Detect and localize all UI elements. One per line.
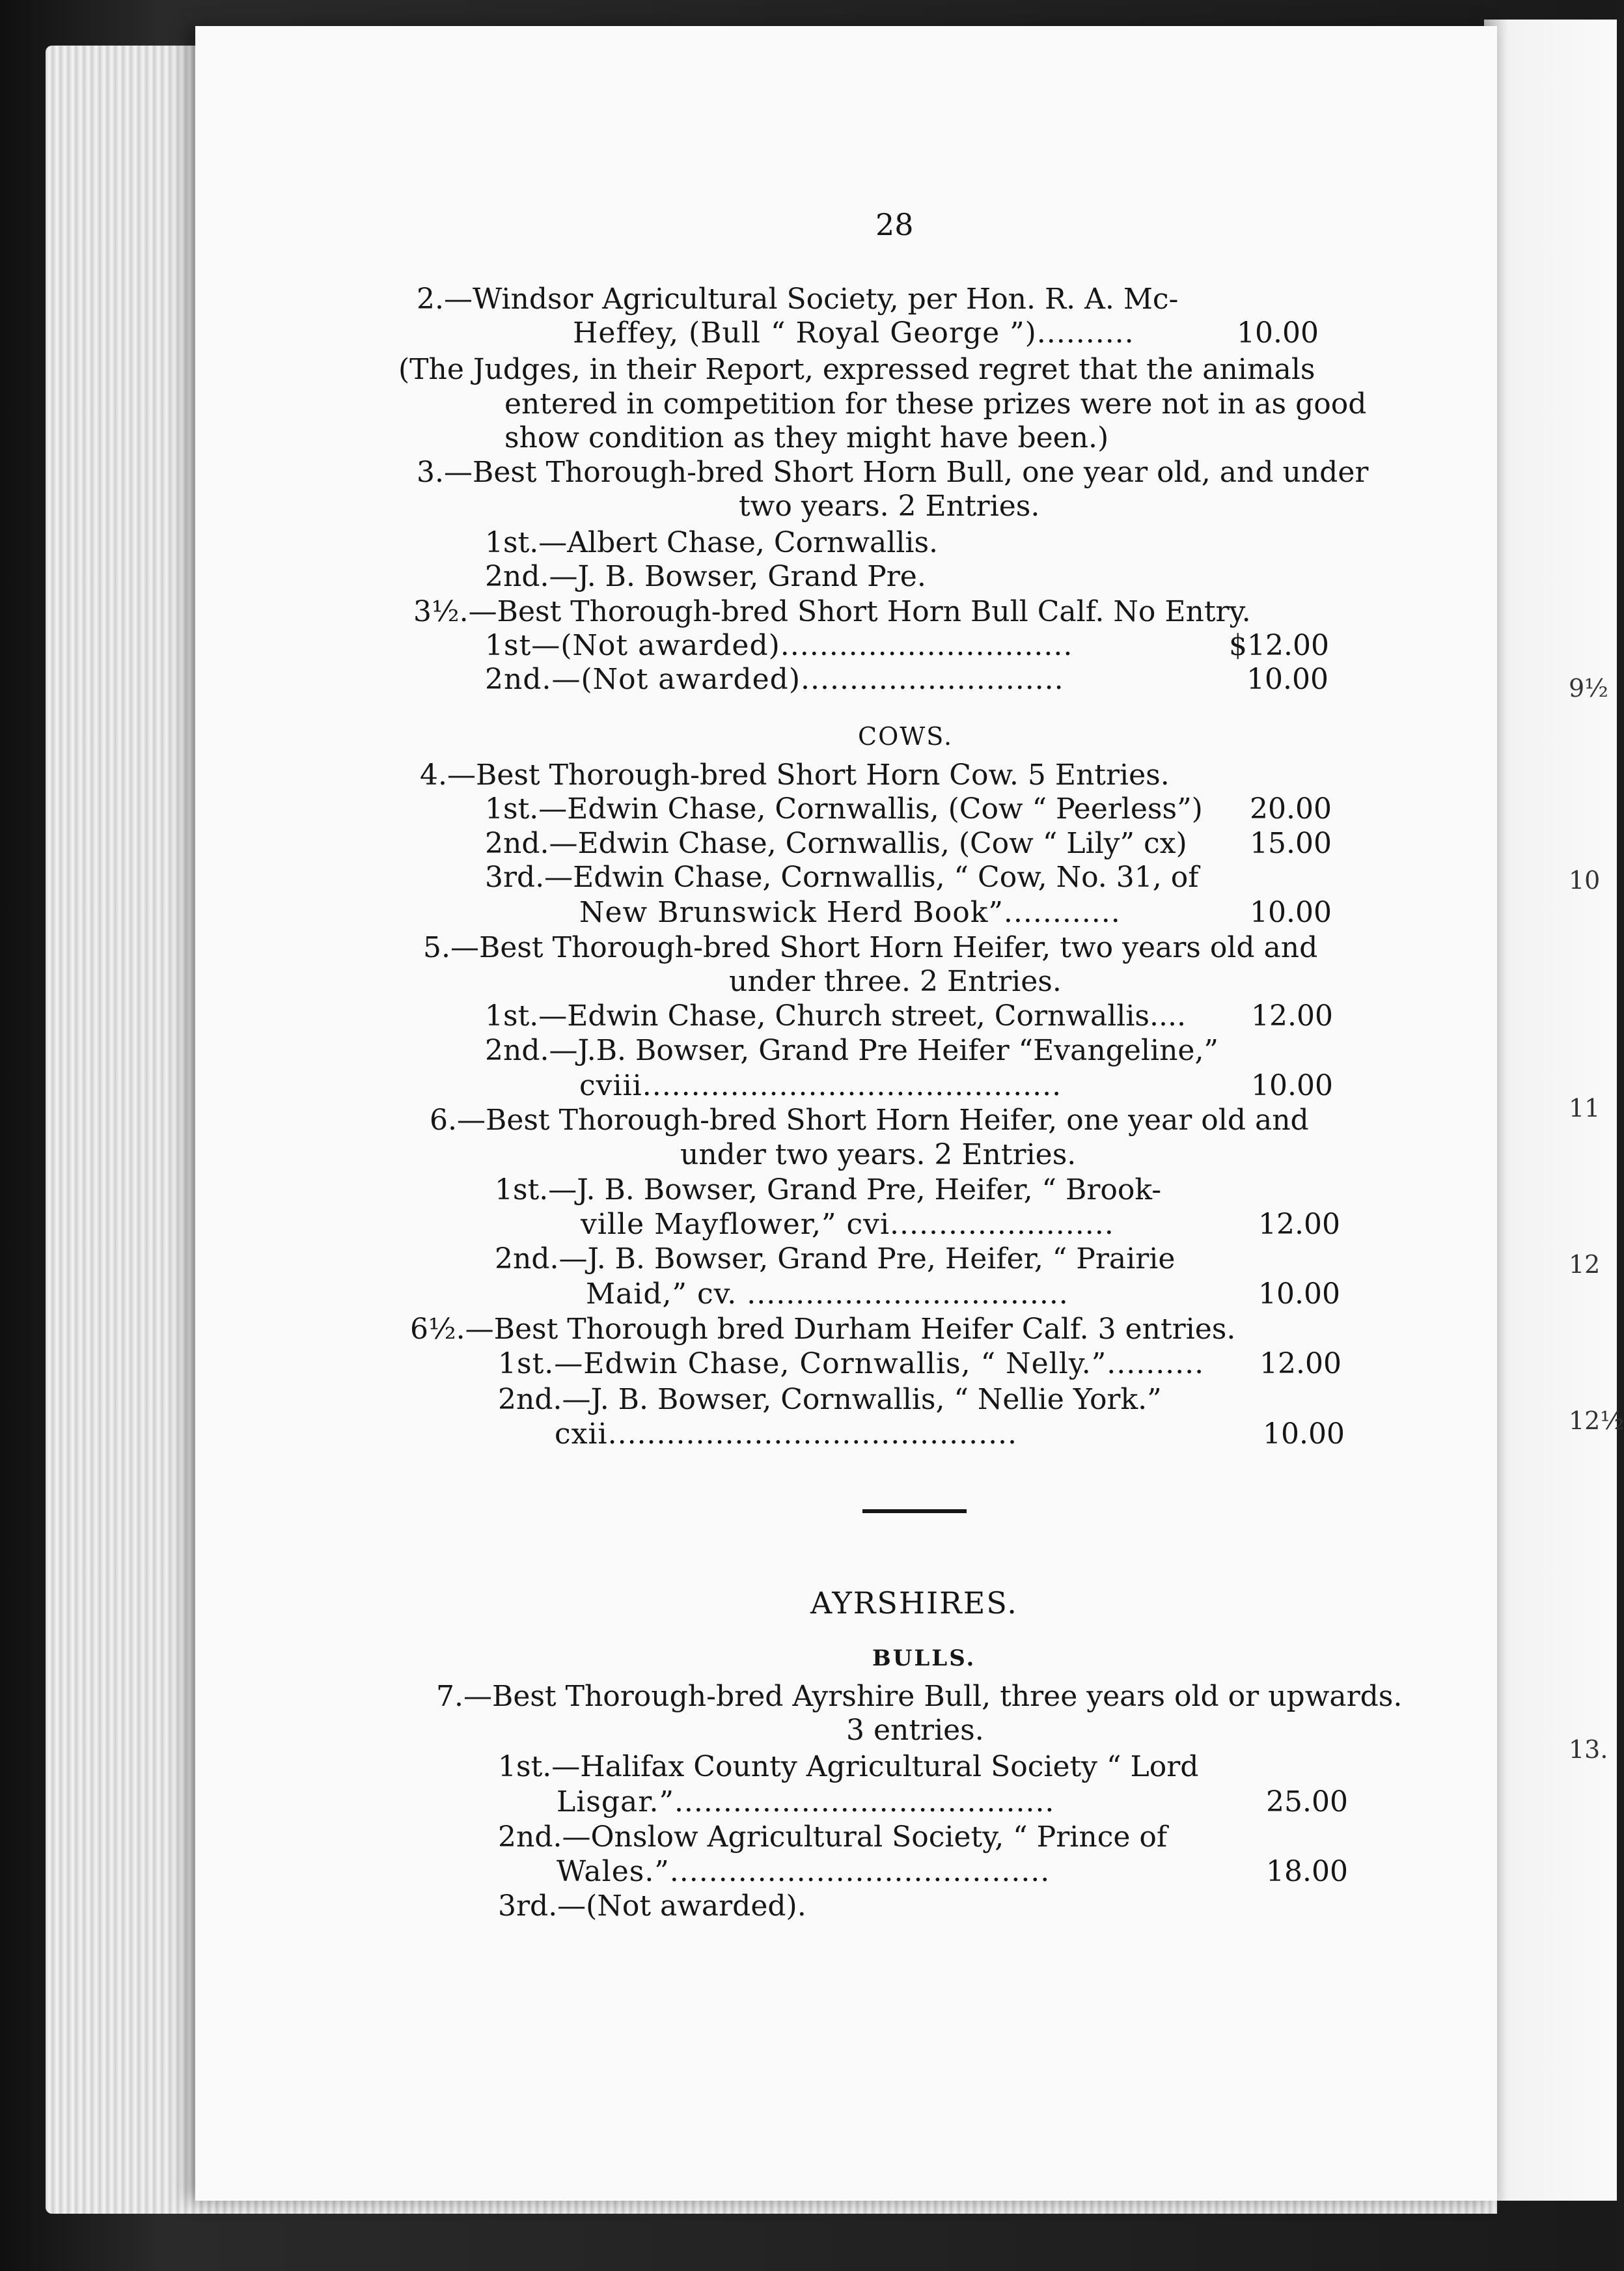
section-subheading: BULLS. <box>872 1645 976 1671</box>
prize-amount: 10.00 <box>1237 316 1319 350</box>
class-heading: 6½.—Best Thorough bred Durham Heifer Calf. 3 entries. <box>410 1313 1236 1346</box>
class-heading: 6.—Best Thorough-bred Short Horn Heifer, one year old and <box>430 1104 1309 1137</box>
prize-amount: 12.00 <box>1251 999 1333 1033</box>
facing-page-mark: 13. <box>1569 1735 1608 1764</box>
award-line: Maid,” cv. ................................. <box>586 1277 1069 1311</box>
prize-amount: $12.00 <box>1229 629 1329 662</box>
facing-page-mark: 12½ <box>1569 1406 1624 1435</box>
class-heading: 4.—Best Thorough-bred Short Horn Cow. 5 Entries. <box>420 759 1170 792</box>
prize-amount: 18.00 <box>1266 1855 1348 1888</box>
award-line: 3rd.—(Not awarded). <box>498 1889 806 1923</box>
award-line: 1st.—J. B. Bowser, Grand Pre, Heifer, “ Brook- <box>495 1173 1162 1206</box>
facing-page-mark: 9½ <box>1569 674 1609 703</box>
entry-line: 2.—Windsor Agricultural Society, per Hon. R. A. Mc- <box>417 283 1179 316</box>
award-line: 2nd.—Onslow Agricultural Society, “ Prince of <box>498 1820 1168 1854</box>
award-line: 1st.—Halifax County Agricultural Society “ Lord <box>498 1750 1199 1783</box>
award-line: cviii........................................... <box>579 1069 1062 1102</box>
note-line: show condition as they might have been.) <box>504 421 1109 454</box>
facing-page-mark: 12 <box>1569 1250 1601 1279</box>
prize-amount: 10.00 <box>1263 1417 1345 1451</box>
award-line: 2nd.—J. B. Bowser, Cornwallis, “ Nellie York.” <box>498 1383 1162 1416</box>
award-line: 2nd.—J. B. Bowser, Grand Pre, Heifer, “ Prairie <box>495 1242 1176 1275</box>
note-line: entered in competition for these prizes were not in as good <box>504 387 1367 421</box>
class-heading: 3.—Best Thorough-bred Short Horn Bull, one year old, and under <box>417 456 1369 489</box>
entries-count: under two years. 2 Entries. <box>680 1138 1077 1171</box>
award-line: 2nd.—J. B. Bowser, Grand Pre. <box>485 560 926 593</box>
note-line: (The Judges, in their Report, expressed regret that the animals <box>398 353 1315 386</box>
award-line: 2nd.—J.B. Bowser, Grand Pre Heifer “Evangeline,” <box>485 1034 1218 1067</box>
prize-amount: 15.00 <box>1250 827 1332 860</box>
award-line: ville Mayflower,” cvi....................... <box>581 1208 1114 1241</box>
prize-amount: 20.00 <box>1250 792 1332 826</box>
section-heading: AYRSHIRES. <box>810 1585 1018 1621</box>
facing-page-mark: 10 <box>1569 866 1601 895</box>
facing-page-mark: 11 <box>1569 1094 1601 1122</box>
entries-count: two years. 2 Entries. <box>739 490 1040 523</box>
class-heading: 3½.—Best Thorough-bred Short Horn Bull Calf. No Entry. <box>413 595 1251 628</box>
prize-amount: 10.00 <box>1251 1069 1333 1102</box>
prize-amount: 10.00 <box>1246 663 1328 696</box>
award-line: 3rd.—Edwin Chase, Cornwallis, “ Cow, No. 31, of <box>485 861 1199 894</box>
award-line: 1st.—Edwin Chase, Cornwallis, (Cow “ Peerless”) <box>485 792 1203 826</box>
prize-amount: 12.00 <box>1258 1208 1340 1241</box>
entry-line: Heffey, (Bull “ Royal George ”).......... <box>573 316 1135 350</box>
award-line: cxii.......................................... <box>555 1417 1018 1451</box>
award-line: Wales.”....................................... <box>557 1855 1051 1888</box>
page-number: 28 <box>875 207 914 242</box>
award-line: New Brunswick Herd Book”............ <box>579 896 1121 929</box>
award-line: 1st.—Albert Chase, Cornwallis. <box>485 526 939 559</box>
award-line: Lisgar.”....................................... <box>557 1785 1055 1818</box>
award-line: 1st—(Not awarded).............................. <box>485 629 1073 662</box>
award-line: 1st.—Edwin Chase, Church street, Cornwallis.... <box>485 999 1186 1033</box>
award-line: 1st.—Edwin Chase, Cornwallis, “ Nelly.”.......... <box>498 1347 1205 1380</box>
prize-amount: 10.00 <box>1250 896 1332 929</box>
prize-amount: 10.00 <box>1258 1277 1340 1311</box>
class-heading: 7.—Best Thorough-bred Ayrshire Bull, three years old or upwards. <box>436 1680 1403 1713</box>
prize-amount: 12.00 <box>1259 1347 1342 1380</box>
award-line: 2nd.—(Not awarded)........................... <box>485 663 1064 696</box>
award-line: 2nd.—Edwin Chase, Cornwallis, (Cow “ Lily” cx) <box>485 827 1187 860</box>
entries-count: 3 entries. <box>846 1714 984 1747</box>
section-subheading: COWS. <box>858 722 954 751</box>
entries-count: under three. 2 Entries. <box>729 965 1062 998</box>
prize-amount: 25.00 <box>1266 1785 1348 1818</box>
class-heading: 5.—Best Thorough-bred Short Horn Heifer, two years old and <box>423 931 1318 964</box>
section-rule <box>862 1509 967 1513</box>
